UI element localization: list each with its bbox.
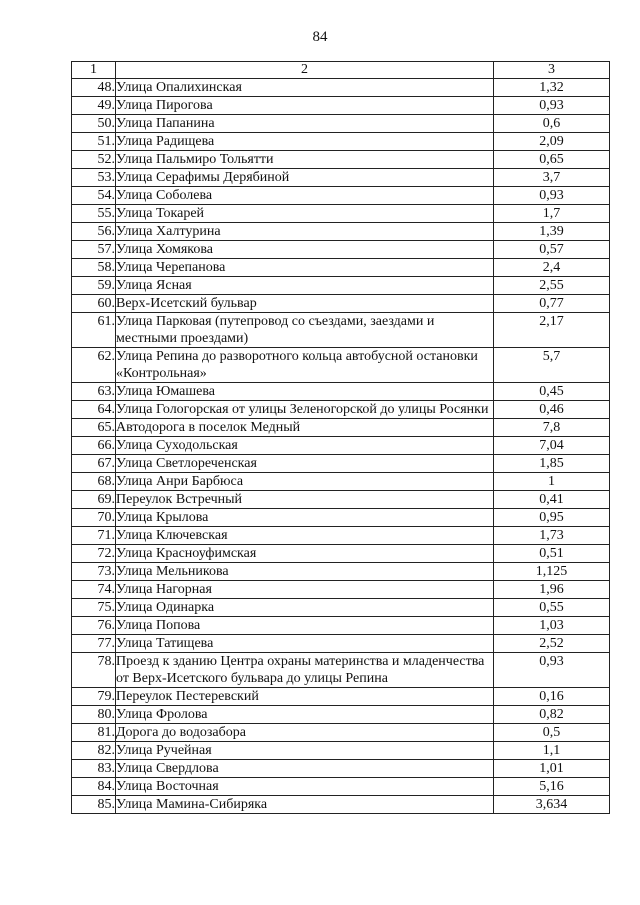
street-name: Улица Фролова — [116, 706, 494, 724]
length-value: 0,95 — [494, 509, 610, 527]
table-row — [72, 437, 610, 455]
page-number: 84 — [312, 29, 328, 45]
street-name: Улица Токарей — [116, 205, 494, 223]
street-name: Переулок Пестеревский — [116, 688, 494, 706]
street-name: Улица Мельникова — [116, 563, 494, 581]
row-number: 80. — [72, 706, 116, 724]
length-value: 0,93 — [494, 97, 610, 115]
table-row — [72, 133, 610, 151]
street-name: Улица Татищева — [116, 635, 494, 653]
street-name: Проезд к зданию Центра охраны материнства и младенчества от Верх-Исетского бульвара до улицы Репина — [116, 653, 494, 688]
street-name: Автодорога в поселок Медный — [116, 419, 494, 437]
length-value: 1,7 — [494, 205, 610, 223]
street-name: Улица Крылова — [116, 509, 494, 527]
street-name: Дорога до водозабора — [116, 724, 494, 742]
length-value: 0,65 — [494, 151, 610, 169]
table-row — [72, 796, 610, 814]
street-name: Верх-Исетский бульвар — [116, 295, 494, 313]
row-number: 56. — [72, 223, 116, 241]
column-header-name: 2 — [116, 62, 494, 79]
row-number: 78. — [72, 653, 116, 688]
length-value: 0,93 — [494, 653, 610, 688]
table-row — [72, 760, 610, 778]
street-name: Переулок Встречный — [116, 491, 494, 509]
row-number: 67. — [72, 455, 116, 473]
length-value: 1 — [494, 473, 610, 491]
length-value: 0,45 — [494, 383, 610, 401]
table-row — [72, 241, 610, 259]
column-header-number: 1 — [72, 62, 116, 79]
street-name: Улица Мамина-Сибиряка — [116, 796, 494, 814]
row-number: 50. — [72, 115, 116, 133]
length-value: 1,1 — [494, 742, 610, 760]
table-row — [72, 313, 610, 348]
street-name: Улица Хомякова — [116, 241, 494, 259]
row-number: 71. — [72, 527, 116, 545]
length-value: 2,09 — [494, 133, 610, 151]
length-value: 1,125 — [494, 563, 610, 581]
table-row — [72, 706, 610, 724]
table-row — [72, 223, 610, 241]
street-name: Улица Попова — [116, 617, 494, 635]
table-row — [72, 653, 610, 688]
table-row — [72, 778, 610, 796]
row-number: 72. — [72, 545, 116, 563]
length-value: 0,55 — [494, 599, 610, 617]
length-value: 0,93 — [494, 187, 610, 205]
row-number: 68. — [72, 473, 116, 491]
length-value: 7,04 — [494, 437, 610, 455]
table-row — [72, 419, 610, 437]
street-name: Улица Ключевская — [116, 527, 494, 545]
table-row — [72, 205, 610, 223]
table-row — [72, 383, 610, 401]
table-row — [72, 277, 610, 295]
street-name: Улица Репина до разворотного кольца автобусной остановки «Контрольная» — [116, 348, 494, 383]
table-row — [72, 742, 610, 760]
row-number: 81. — [72, 724, 116, 742]
row-number: 74. — [72, 581, 116, 599]
row-number: 60. — [72, 295, 116, 313]
table-row — [72, 115, 610, 133]
row-number: 65. — [72, 419, 116, 437]
table-row — [72, 688, 610, 706]
table-row — [72, 545, 610, 563]
street-name: Улица Восточная — [116, 778, 494, 796]
length-value: 0,16 — [494, 688, 610, 706]
row-number: 52. — [72, 151, 116, 169]
roads-table — [71, 61, 610, 814]
length-value: 5,7 — [494, 348, 610, 383]
table-row — [72, 455, 610, 473]
table-row — [72, 563, 610, 581]
street-name: Улица Опалихинская — [116, 79, 494, 97]
row-number: 54. — [72, 187, 116, 205]
length-value: 0,5 — [494, 724, 610, 742]
table-row — [72, 581, 610, 599]
length-value: 1,73 — [494, 527, 610, 545]
length-value: 1,01 — [494, 760, 610, 778]
length-value: 0,6 — [494, 115, 610, 133]
row-number: 59. — [72, 277, 116, 295]
street-name: Улица Пальмиро Тольятти — [116, 151, 494, 169]
column-header-value: 3 — [494, 62, 610, 79]
row-number: 75. — [72, 599, 116, 617]
street-name: Улица Соболева — [116, 187, 494, 205]
length-value: 2,17 — [494, 313, 610, 348]
table-row — [72, 527, 610, 545]
table-row — [72, 187, 610, 205]
length-value: 2,4 — [494, 259, 610, 277]
street-name: Улица Гологорская от улицы Зеленогорской до улицы Росянки — [116, 401, 494, 419]
row-number: 64. — [72, 401, 116, 419]
street-name: Улица Папанина — [116, 115, 494, 133]
row-number: 84. — [72, 778, 116, 796]
street-name: Улица Суходольская — [116, 437, 494, 455]
row-number: 79. — [72, 688, 116, 706]
length-value: 0,82 — [494, 706, 610, 724]
street-name: Улица Радищева — [116, 133, 494, 151]
length-value: 2,55 — [494, 277, 610, 295]
row-number: 83. — [72, 760, 116, 778]
length-value: 3,634 — [494, 796, 610, 814]
street-name: Улица Ручейная — [116, 742, 494, 760]
table-row — [72, 509, 610, 527]
row-number: 82. — [72, 742, 116, 760]
table-row — [72, 724, 610, 742]
length-value: 1,39 — [494, 223, 610, 241]
length-value: 0,46 — [494, 401, 610, 419]
row-number: 49. — [72, 97, 116, 115]
street-name: Улица Светлореченская — [116, 455, 494, 473]
table-row — [72, 79, 610, 97]
street-name: Улица Анри Барбюса — [116, 473, 494, 491]
length-value: 1,85 — [494, 455, 610, 473]
row-number: 76. — [72, 617, 116, 635]
table-row — [72, 348, 610, 383]
length-value: 0,51 — [494, 545, 610, 563]
length-value: 2,52 — [494, 635, 610, 653]
row-number: 48. — [72, 79, 116, 97]
row-number: 53. — [72, 169, 116, 187]
table-row — [72, 617, 610, 635]
row-number: 66. — [72, 437, 116, 455]
row-number: 61. — [72, 313, 116, 348]
table-row — [72, 599, 610, 617]
row-number: 77. — [72, 635, 116, 653]
street-name: Улица Серафимы Дерябиной — [116, 169, 494, 187]
table-row — [72, 259, 610, 277]
length-value: 5,16 — [494, 778, 610, 796]
row-number: 73. — [72, 563, 116, 581]
street-name: Улица Парковая (путепровод со съездами, заездами и местными проездами) — [116, 313, 494, 348]
street-name: Улица Одинарка — [116, 599, 494, 617]
table-header-row — [72, 62, 610, 79]
length-value: 1,03 — [494, 617, 610, 635]
length-value: 3,7 — [494, 169, 610, 187]
length-value: 1,32 — [494, 79, 610, 97]
row-number: 63. — [72, 383, 116, 401]
street-name: Улица Халтурина — [116, 223, 494, 241]
table-row — [72, 169, 610, 187]
row-number: 51. — [72, 133, 116, 151]
table-row — [72, 635, 610, 653]
table-body — [72, 79, 610, 814]
row-number: 58. — [72, 259, 116, 277]
table-row — [72, 151, 610, 169]
length-value: 0,77 — [494, 295, 610, 313]
row-number: 55. — [72, 205, 116, 223]
length-value: 1,96 — [494, 581, 610, 599]
street-name: Улица Красноуфимская — [116, 545, 494, 563]
length-value: 7,8 — [494, 419, 610, 437]
table-row — [72, 97, 610, 115]
length-value: 0,41 — [494, 491, 610, 509]
street-name: Улица Пирогова — [116, 97, 494, 115]
street-name: Улица Нагорная — [116, 581, 494, 599]
length-value: 0,57 — [494, 241, 610, 259]
row-number: 85. — [72, 796, 116, 814]
table-row — [72, 491, 610, 509]
row-number: 57. — [72, 241, 116, 259]
street-name: Улица Юмашева — [116, 383, 494, 401]
row-number: 70. — [72, 509, 116, 527]
table-row — [72, 295, 610, 313]
street-name: Улица Черепанова — [116, 259, 494, 277]
table-row — [72, 401, 610, 419]
row-number: 69. — [72, 491, 116, 509]
street-name: Улица Ясная — [116, 277, 494, 295]
table-row — [72, 473, 610, 491]
row-number: 62. — [72, 348, 116, 383]
street-name: Улица Свердлова — [116, 760, 494, 778]
